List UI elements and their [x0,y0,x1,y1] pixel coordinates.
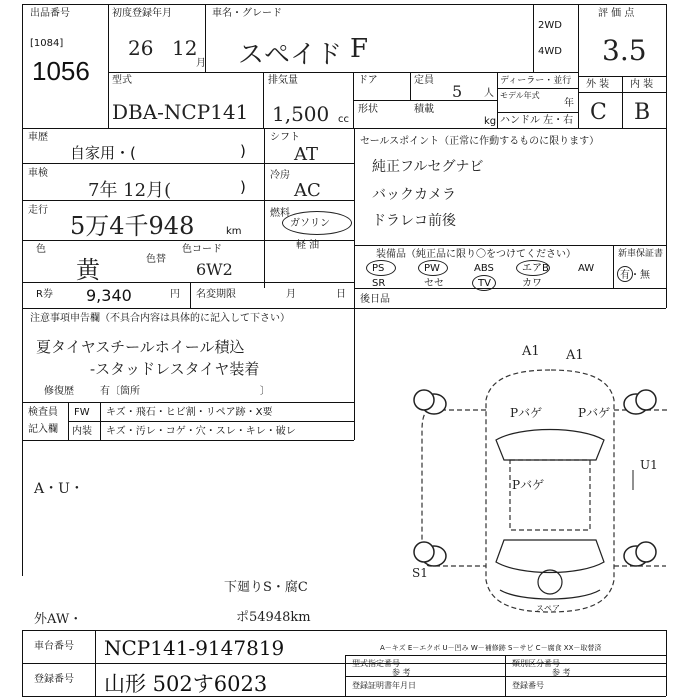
inspector-note-2: 下廻りS・腐C [224,580,308,595]
inspector-fw: FW [74,407,90,418]
model-label: 型式 [112,75,132,86]
interior-grade: B [634,100,651,125]
repaint-label: 色替 [146,254,166,265]
warranty-value: 有・無 [620,270,650,281]
displacement-value: 1,500 [272,102,330,126]
drive-2wd: 2WD [538,20,562,31]
first-reg-year: 26 [128,36,154,60]
inspector-note-4: ポ54948km [236,610,311,625]
equip-sr: SR [372,278,386,289]
mileage-km: km [226,226,242,237]
equip-circle-pw [418,260,448,276]
drive-4wd: 4WD [538,46,562,57]
fuel-diesel: 軽 油 [296,240,320,251]
repair-value: 有〔箇所 [100,386,140,397]
recycle-label: R券 [36,289,53,300]
inspector-label-2: 記入欄 [28,424,58,435]
class-ref: 参 考 [552,668,571,677]
colorcode-label: 色コード [182,244,222,255]
first-reg-month: 12 [172,36,198,60]
fuel-label: 燃料 [270,208,290,219]
spare-label: スペア [536,604,560,613]
fuel-gasoline: ガソリン [290,218,330,229]
ac-value: AC [294,180,321,201]
yen-unit: 円 [170,289,180,300]
spare-tire [538,570,562,594]
later-label: 後日品 [360,294,390,305]
repair-close: 〕 [260,386,270,397]
car-name-label: 車名・グレード [212,8,282,19]
spec-ref: 参 考 [392,668,411,677]
first-reg-label: 初度登録年月 [112,8,172,19]
inspector-note-3: 外AW・ [34,612,83,627]
warranty-circle [617,266,633,282]
repair-label: 修復歴 [44,386,74,397]
capacity-value: 5 [452,82,463,101]
chassis-value: NCP141-9147819 [104,636,285,660]
color-value: 黄 [76,256,100,284]
notes-line-1: 夏タイヤスチールホイール積込 [36,338,245,356]
windshield [496,430,604,461]
chassis-label: 車台番号 [34,641,74,652]
mileage-label: 走行 [28,205,48,216]
equip-tv: TV [478,278,491,289]
equip-abs: ABS [474,263,494,274]
mileage-value: 5万4千948 [70,212,195,240]
inspection-label: 車検 [28,168,48,179]
kg-unit: kg [484,116,497,127]
year-unit: 年 [564,98,574,109]
sales-point-1: 純正フルセグナビ [372,159,484,175]
wheel-front-right-outer [636,390,656,410]
model-year-label: モデル年式 [500,91,540,100]
lot-label: 出品番号 [30,8,70,19]
plate-cert-label: 登録番号 [512,681,544,690]
persons-unit: 人 [484,88,494,99]
equipment-label: 装備品（純正品に限り〇をつけてください） [376,249,576,260]
history-close: ) [240,142,246,160]
car-grade: F [350,34,369,64]
notes-label: 注意事項申告欄（不具合内容は具体的に記入して下さい） [30,313,290,324]
exterior-grade: C [590,100,607,125]
rear-window [496,540,604,573]
interior-label: 内 装 [630,79,654,90]
shift-label: シフト [270,132,300,143]
mark-dent-right: Pバゲ [578,406,611,420]
load-label: 積載 [414,104,434,115]
dealer-label: ディーラー・並行 [500,76,572,86]
score-value: 3.5 [602,34,647,67]
roof-outline [510,460,590,530]
expiry-day: 日 [336,289,346,300]
notes-line-2: -スタッドレスタイヤ装着 [90,360,260,378]
equip-circle-tv [472,275,496,291]
model-value: DBA-NCP141 [112,100,249,124]
equip-circle-ps [366,260,396,276]
inspection-close: ) [240,178,246,196]
mark-dent-left: Pバゲ [510,406,543,420]
inspector-interior-items: キズ・汚レ・コゲ・穴・スレ・キレ・破レ [106,426,296,437]
month-unit: 月 [196,58,206,69]
handle-label: ハンドル 左・右 [500,115,574,126]
plate-value: 山形 502す6023 [104,672,268,696]
inspector-note-1: A・U・ [34,481,84,497]
sales-point-3: ドラレコ前後 [372,213,456,229]
expiry-month: 月 [286,289,296,300]
equip-camera: カワ [522,278,542,289]
lot-small: [1084] [30,38,64,49]
car-name: スペイド [238,40,343,70]
history-label: 車歴 [28,132,48,143]
inspector-label-1: 検査員 [28,407,58,418]
score-label: 評 価 点 [598,8,635,19]
mark-dent-center: Pバゲ [512,478,545,492]
plate-label: 登録番号 [34,674,74,685]
equip-aw: AW [578,263,595,274]
mark-a1-right: A1 [566,348,584,363]
lot-number: 1056 [32,56,90,86]
wheel-rear-left-outer [414,542,434,562]
left-side-panel [422,410,486,566]
mark-s1: S1 [412,566,428,580]
ac-label: 冷房 [270,170,290,181]
inspection-value: 7年 12月( [88,180,172,201]
inspector-interior: 内装 [72,426,92,437]
mark-a1-left: A1 [522,344,540,359]
class-label: 類別区分番号 [512,659,560,668]
shape-label: 形状 [358,104,378,115]
shift-value: AT [294,144,319,165]
inspector-fw-items: キズ・飛石・ヒビ割・リペア跡・X要 [106,407,273,418]
equip-circle-airbag [516,260,550,276]
damage-legend: A－キズ E－エクボ U－凹み W－補修跡 S－サビ C－腐食 XX－取替済 [380,644,602,652]
exterior-label: 外 装 [586,79,610,90]
equip-nav: セセ [424,278,444,289]
displacement-cc: cc [338,114,349,125]
warranty-label: 新車保証書 [618,249,664,259]
color-label: 色 [36,244,46,255]
doors-label: ドア [358,75,378,86]
mark-u1: U1 [640,458,658,472]
cert-label: 登録証明書年月日 [352,681,416,690]
expiry-label: 名変期限 [196,289,236,300]
equip-ps: PS [372,263,385,274]
equip-pw: PW [424,263,440,274]
equip-airbag: エアB [522,263,549,274]
history-value: 自家用・( [70,144,136,162]
wheel-rear-right-outer [636,542,656,562]
sales-label: セールスポイント（正常に作動するものに限ります） [360,136,600,147]
capacity-label: 定員 [414,75,434,86]
colorcode-value: 6W2 [196,260,233,279]
sales-point-2: バックカメラ [372,187,456,203]
wheel-front-left-outer [414,390,434,410]
displacement-label: 排気量 [268,75,298,86]
recycle-value: 9,340 [86,286,132,305]
spec-label: 型式指定番号 [352,659,400,668]
